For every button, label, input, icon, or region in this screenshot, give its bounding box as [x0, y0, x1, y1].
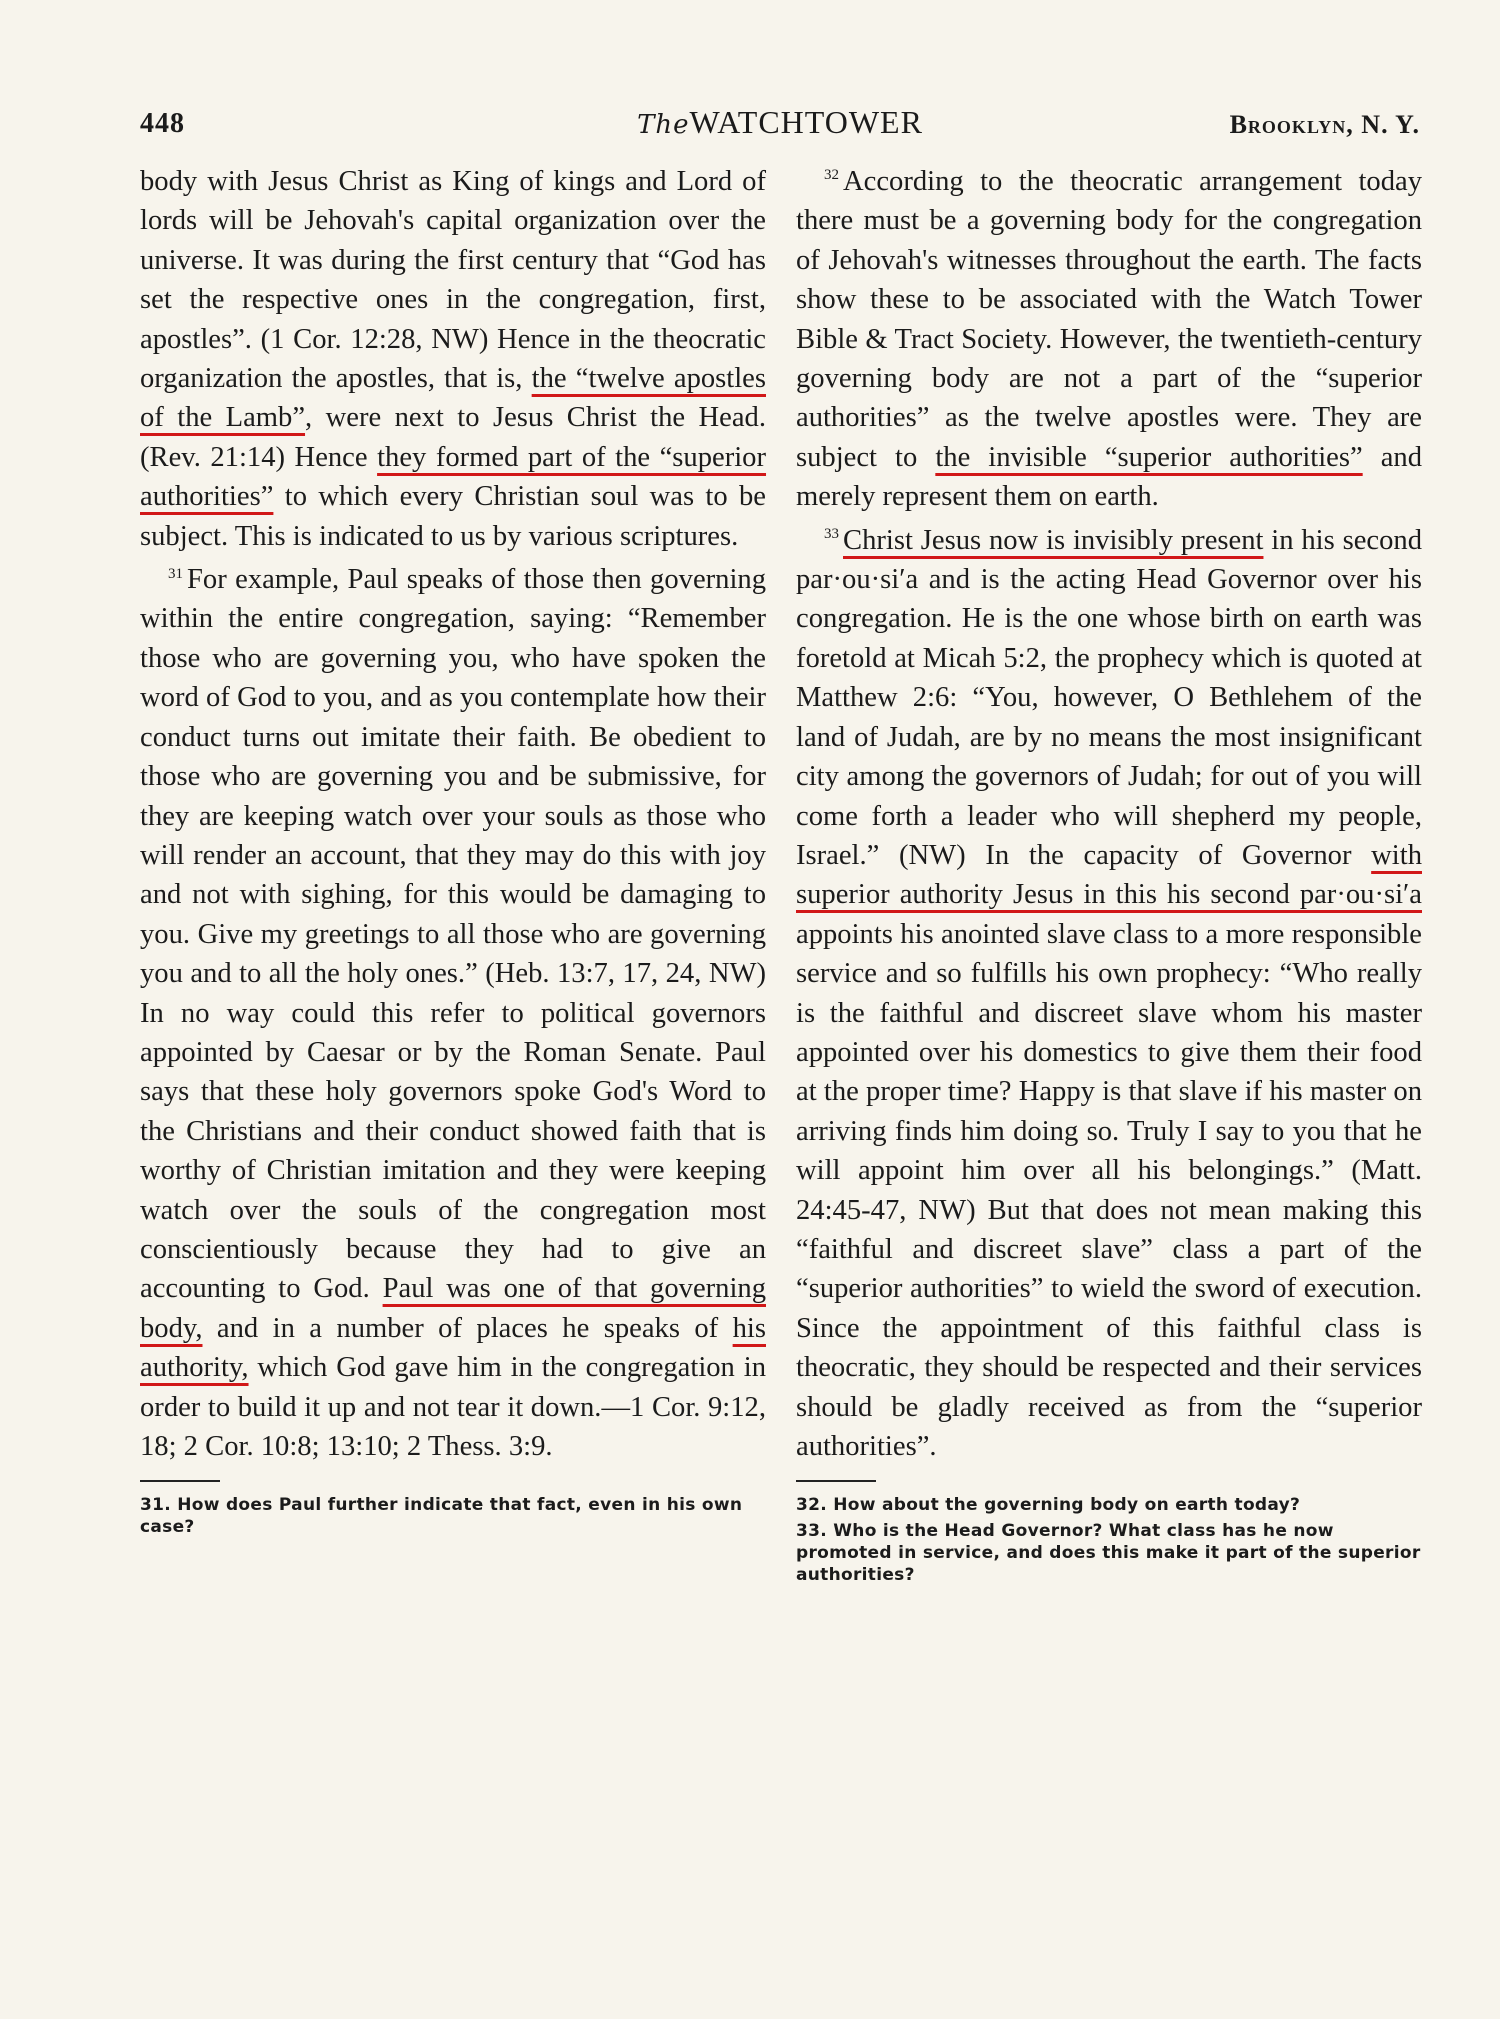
- underlined-passage: the “twelve apostles of the Lamb”: [140, 363, 766, 434]
- paragraph-number: 33: [824, 526, 839, 543]
- masthead-prefix: The: [637, 110, 690, 140]
- paragraph-32: [796, 162, 1422, 517]
- left-column: [140, 162, 766, 1538]
- text-run: According to the theocratic arrangement today there must be a governing body for the congregation of Jehovah's witnesses throughout the earth. The facts show these to be associated with the Watch Tower Bible & Tract Society. However, the twentieth-century governing body are not a part of the “superior authorities” as the twelve apostles were. They are subject to: [796, 166, 1422, 473]
- text-run: and merely represent them on earth.: [796, 441, 1423, 513]
- study-question-32: 32. How about the governing body on earth today?: [796, 1495, 1301, 1516]
- study-questions: [796, 1494, 1422, 1586]
- underlined-passage: they formed part of the “superior authorities”: [140, 441, 767, 513]
- underlined-passage: the invisible “superior authorities”: [935, 441, 1363, 473]
- paragraph-33: [796, 521, 1422, 1467]
- text-run: body with Jesus Christ as King of kings and Lord of lords will be Jehovah's capital organization over the universe. It was during the first century that “God has set the respective ones in the congregation, first, apostles”. (1 Cor. 12:28, NW) Hence in the theocratic organization the apostles, that is,: [140, 166, 766, 395]
- text-run: For example, Paul speaks of those then governing within the entire congregation, saying: “Remember those who are governing you, who have spoken the word of God to you, and as you contemplate how their conduct turns out imitate their faith. Be obedient to those who are governing you and be submissive, for they are keeping watch over your souls as those who will render an account, that they may do this with joy and not with sighing, for this would be damaging to you. Give my greetings to all those who are governing you and to all the holy ones.” (Heb. 13:7, 17, 24, NW) In no way could this refer to political governors appointed by Caesar or by the Roman Senate. Paul says that these holy governors spoke God's Word to the Christians and their conduct showed faith that is worthy of Christian imitation and they were keeping watch over the souls of the congregation most conscientiously because they had to give an accounting to God.: [140, 564, 766, 1305]
- paragraph-number: 32: [824, 167, 839, 184]
- underlined-passage: with superior authority Jesus in this his second par·ou·si′a: [796, 839, 1422, 911]
- text-run: which God gave him in the congregation in order to build it up and not tear it down.—1 Cor. 9:12, 18; 2 Cor. 10:8; 13:10; 2 Thess. 3:9.: [140, 1352, 766, 1462]
- footnote-rule: [796, 1480, 876, 1482]
- underlined-passage: Paul was one of that governing body,: [140, 1273, 766, 1344]
- masthead-title: WATCHTOWER: [689, 104, 923, 140]
- text-run: appoints his anointed slave class to a more responsible service and so fulfills his own prophecy: “Who really is the faithful and discreet slave whom his master appointed over his domestics to give them their food at the proper time? Happy is that slave if his master on arriving finds him doing so. Truly I say to you that he will appoint him over all his belongings.” (Matt. 24:45-47, NW) But that does not mean making this “faithful and discreet slave” class a part of the “superior authorities” to wield the sword of execution. Since the appointment of this faithful class is theocratic, they should be respected and their services should be gladly received as from the “superior authorities”.: [796, 918, 1422, 1462]
- location: Brooklyn, N. Y.: [1229, 110, 1420, 139]
- masthead: [140, 104, 1420, 141]
- page-number: 448: [140, 108, 185, 139]
- paragraph-number: 31: [168, 565, 183, 582]
- text-run: to which every Christian soul was to be subject. This is indicated to us by various scriptures.: [140, 481, 766, 552]
- study-question-33: 33. Who is the Head Governor? What class has he now promoted in service, and does this make it part of the superior authorities?: [796, 1521, 1421, 1586]
- footnote-rule: [140, 1480, 220, 1482]
- underlined-passage: Christ Jesus now is invisibly present: [843, 524, 1264, 556]
- study-questions: [140, 1494, 766, 1538]
- text-run: , were next to Jesus Christ the Head. (Rev. 21:14) Hence: [140, 402, 766, 473]
- paragraph-30-continued: [140, 162, 766, 556]
- paragraph-31: [140, 560, 766, 1466]
- text-run: and in a number of places he speaks of: [202, 1312, 733, 1344]
- page-header: [140, 104, 1420, 148]
- study-question-31: 31. How does Paul further indicate that fact, even in his own case?: [140, 1495, 743, 1538]
- right-column: [796, 162, 1422, 1586]
- underlined-passage: his authority,: [140, 1312, 766, 1384]
- text-run: in his second par·ou·si′a and is the acting Head Governor over his congregation. He is the one whose birth on earth was foretold at Micah 5:2, the prophecy which is quoted at Matthew 2:6: “You, however, O Bethlehem of the land of Judah, are by no means the most insignificant city among the governors of Judah; for out of you will come forth a leader who will shepherd my people, Israel.” (NW) In the capacity of Governor: [796, 524, 1422, 871]
